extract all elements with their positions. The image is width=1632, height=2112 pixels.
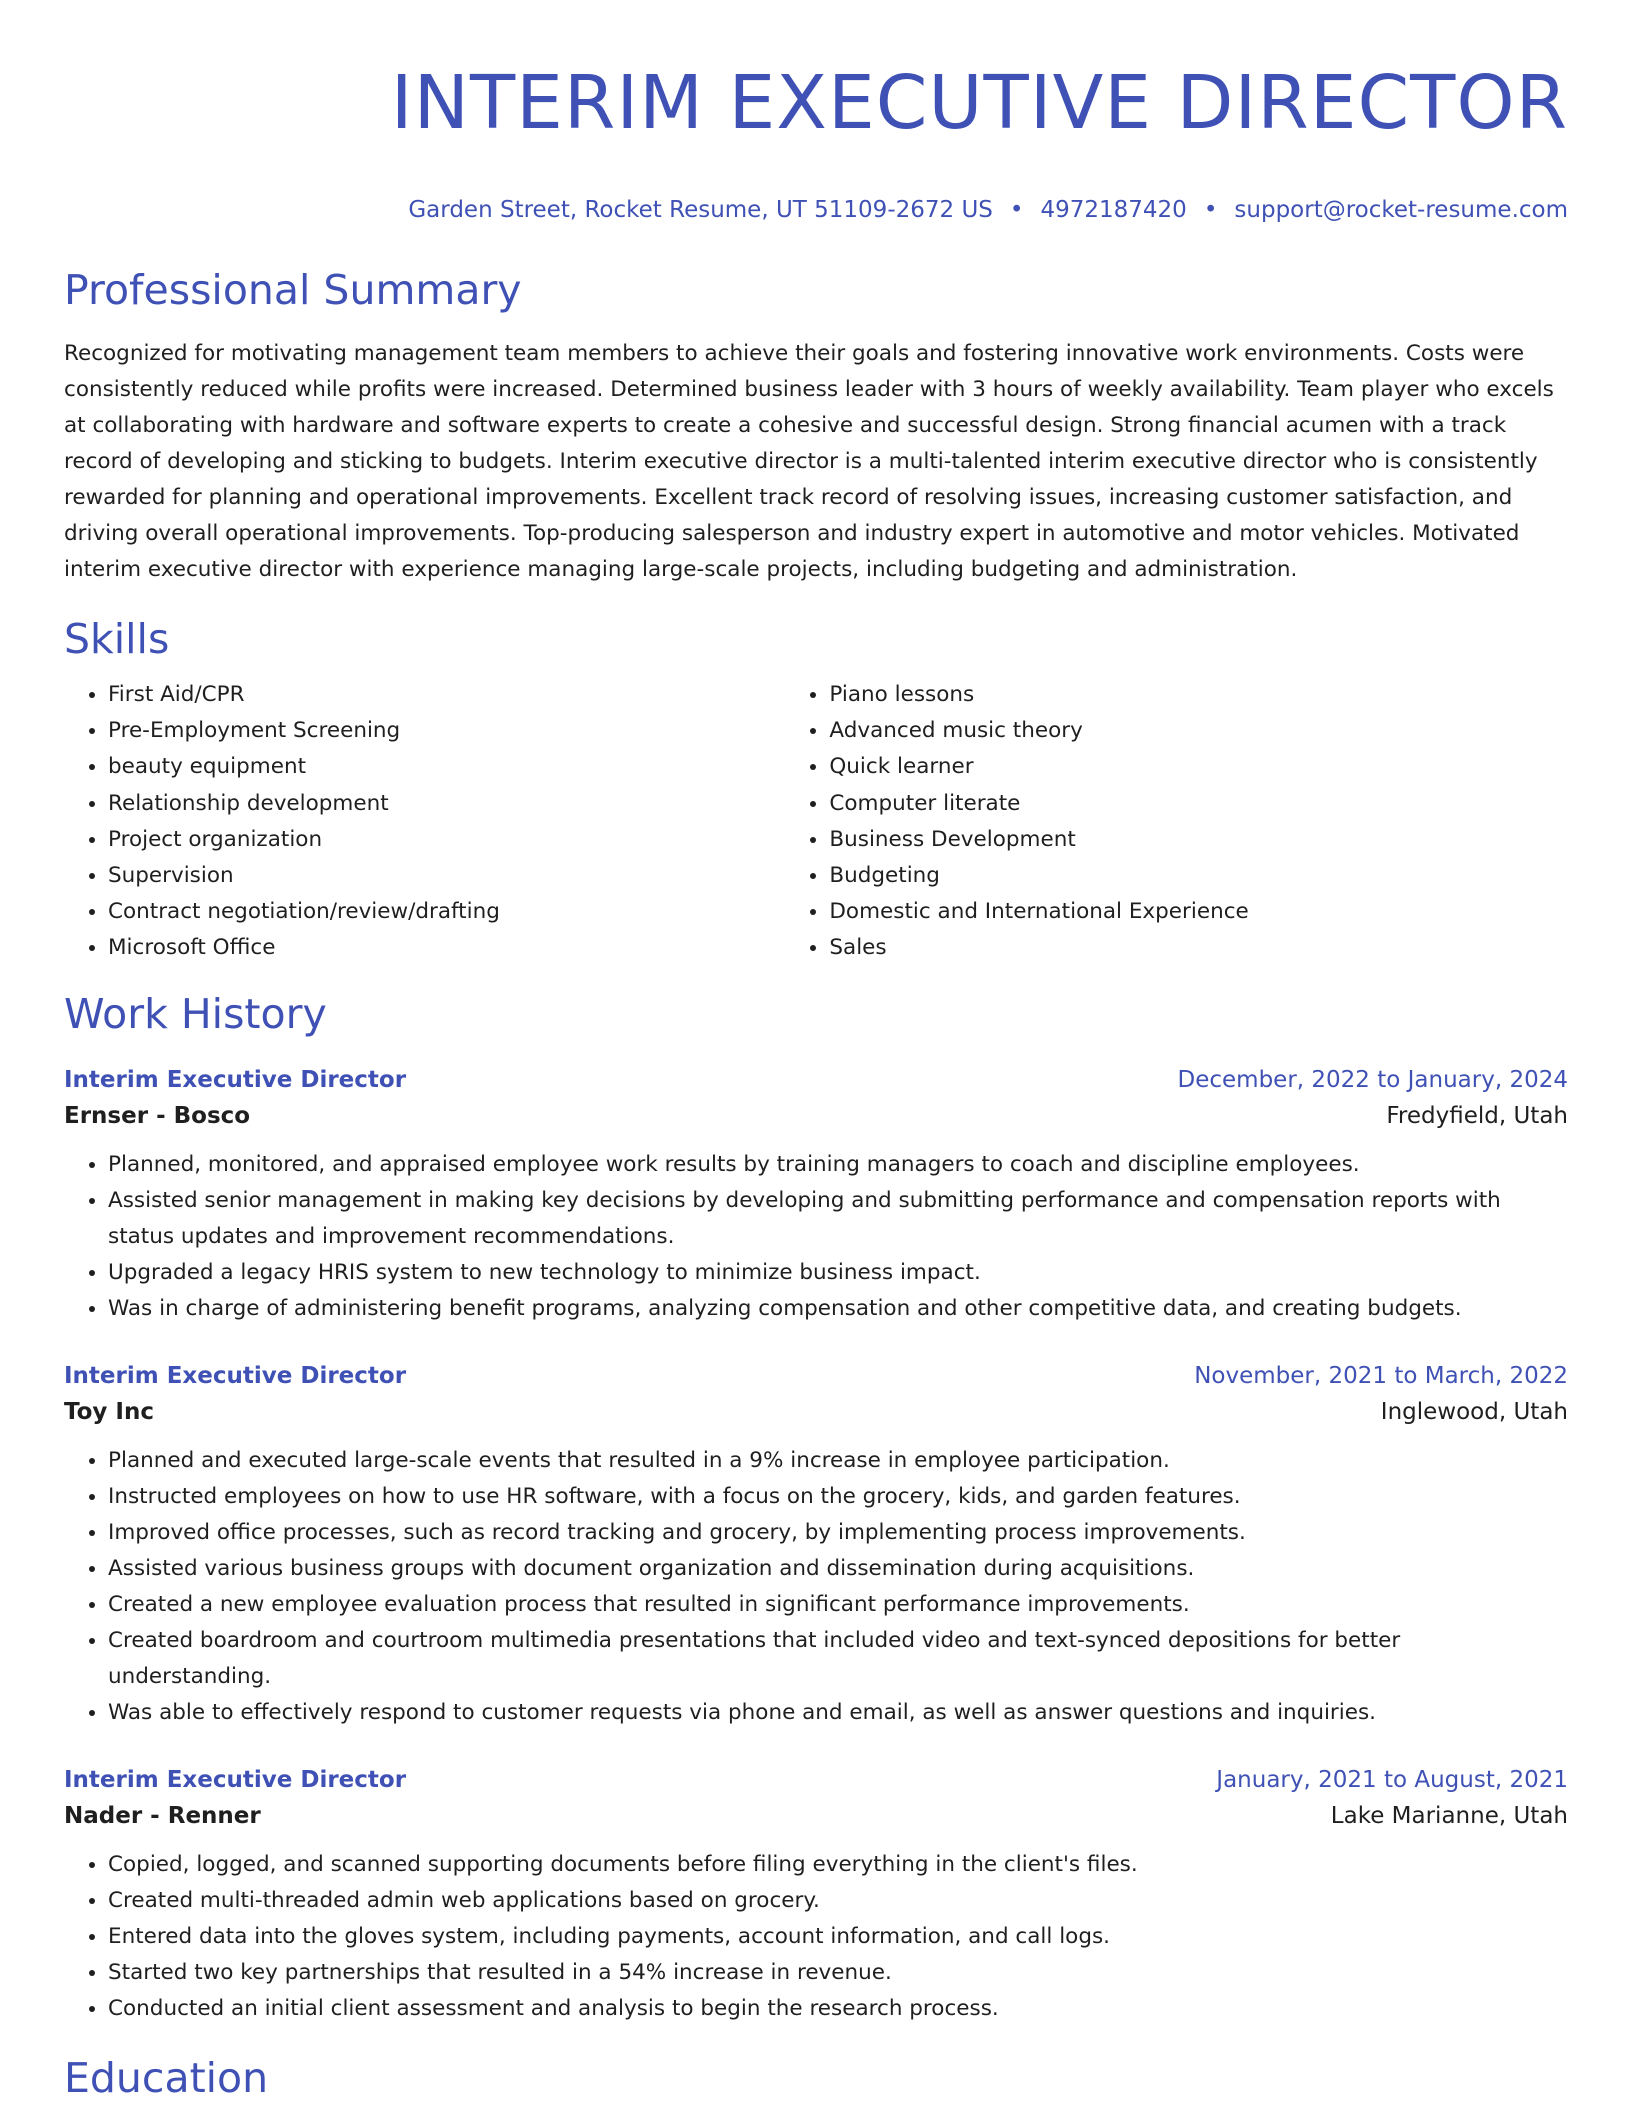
job-entry [64, 1063, 1568, 1327]
job-bullet: • Improved office processes, such as record tracking and grocery, by implementing process improvements. [108, 1515, 1568, 1551]
job-location: Inglewood, Utah [1380, 1398, 1568, 1425]
skill-item: • Business Development [829, 822, 1568, 858]
skill-item: • Sales [829, 930, 1568, 966]
skill-item: • Quick learner [829, 749, 1568, 785]
resume-page [64, 0, 1568, 2103]
job-company-row [64, 1097, 1568, 1135]
job-bullet: • Planned, monitored, and appraised employee work results by training managers to coach and discipline employees. [108, 1147, 1568, 1183]
job-bullet: • Instructed employees on how to use HR software, with a focus on the grocery, kids, and garden features. [108, 1479, 1568, 1515]
job-entry [64, 1763, 1568, 2027]
job-bullet: • Created boardroom and courtroom multimedia presentations that included video and text-synced depositions for better understanding. [108, 1623, 1568, 1695]
job-bullet: • Was able to effectively respond to customer requests via phone and email, as well as answer questions and inquiries. [108, 1695, 1568, 1731]
skills-list [64, 677, 1568, 967]
skill-item: • Microsoft Office [108, 930, 786, 966]
job-entry [64, 1359, 1568, 1731]
job-header-row [64, 1359, 1568, 1393]
contact-address: Garden Street, Rocket Resume, UT 51109-2672 US [408, 197, 993, 223]
education-heading: Education [64, 2053, 269, 2102]
job-bullet: • Upgraded a legacy HRIS system to new technology to minimize business impact. [108, 1255, 1568, 1291]
job-bullet: • Created multi-threaded admin web applications based on grocery. [108, 1883, 1568, 1919]
job-title: Interim Executive Director [64, 1066, 407, 1093]
skill-item: • Contract negotiation/review/drafting [108, 894, 786, 930]
job-dates: January, 2021 to August, 2021 [1216, 1766, 1568, 1793]
job-title: Interim Executive Director [64, 1766, 407, 1793]
skill-item: • Piano lessons [829, 677, 1568, 713]
job-company-row [64, 1797, 1568, 1835]
contact-separator: • [1009, 197, 1024, 223]
job-location: Lake Marianne, Utah [1330, 1802, 1568, 1829]
skill-item: • Pre-Employment Screening [108, 713, 786, 749]
skill-item: • Advanced music theory [829, 713, 1568, 749]
skills-column-right [786, 677, 1568, 967]
skill-item: • Project organization [108, 822, 786, 858]
summary-text: Recognized for motivating management team members to achieve their goals and fostering innovative work environments. Costs were consistently reduced while profits were increased. Determined business leader with 3 hours of weekly availability. Team player who excels at collaborating with hardware and software experts to create a cohesive and successful design. Strong financial acumen with a track record of developing and sticking to budgets. Interim executive director is a multi-talented interim executive director who is consistently rewarded for planning and operational improvements. Excellent track record of resolving issues, increasing customer satisfaction, and driving overall operational improvements. Top-producing salesperson and industry expert in automotive and motor vehicles. Motivated interim executive director with experience managing large-scale projects, including budgeting and administration. [64, 341, 1554, 582]
skill-item: • Supervision [108, 858, 786, 894]
job-bullets [64, 1847, 1568, 2027]
job-bullet: • Assisted various business groups with document organization and dissemination during acquisitions. [108, 1551, 1568, 1587]
job-location: Fredyfield, Utah [1386, 1102, 1568, 1129]
summary-heading: Professional Summary [64, 266, 522, 314]
skill-item: • Budgeting [829, 858, 1568, 894]
job-dates: November, 2021 to March, 2022 [1194, 1362, 1568, 1389]
job-header-row [64, 1063, 1568, 1097]
work-history-heading: Work History [64, 989, 327, 1038]
skill-item: • Domestic and International Experience [829, 894, 1568, 930]
contact-separator: • [1203, 197, 1218, 223]
contact-line [64, 196, 1568, 224]
job-bullet: • Assisted senior management in making key decisions by developing and submitting performance and compensation reports with status updates and improvement recommendations. [108, 1183, 1568, 1255]
skills-column-left [64, 677, 786, 967]
job-company: Nader - Renner [64, 1802, 261, 1829]
skills-heading: Skills [64, 615, 170, 663]
job-bullet: • Conducted an initial client assessment and analysis to begin the research process. [108, 1991, 1568, 2027]
job-bullet: • Copied, logged, and scanned supporting documents before filing everything in the client's files. [108, 1847, 1568, 1883]
job-header-row [64, 1763, 1568, 1797]
job-title: Interim Executive Director [64, 1362, 407, 1389]
job-bullet: • Planned and executed large-scale events that resulted in a 9% increase in employee participation. [108, 1443, 1568, 1479]
skill-item: • beauty equipment [108, 749, 786, 785]
job-bullets [64, 1443, 1568, 1731]
job-company: Toy Inc [64, 1398, 155, 1425]
job-bullet: • Created a new employee evaluation process that resulted in significant performance improvements. [108, 1587, 1568, 1623]
contact-email[interactable]: support@rocket-resume.com [1234, 197, 1568, 223]
job-company: Ernser - Bosco [64, 1102, 251, 1129]
job-bullet: • Entered data into the gloves system, including payments, account information, and call logs. [108, 1919, 1568, 1955]
job-bullets [64, 1147, 1568, 1327]
skill-item: • Relationship development [108, 786, 786, 822]
contact-phone: 4972187420 [1040, 197, 1187, 223]
job-bullet: • Was in charge of administering benefit programs, analyzing compensation and other competitive data, and creating budgets. [108, 1291, 1568, 1327]
job-dates: December, 2022 to January, 2024 [1177, 1066, 1568, 1093]
job-bullet: • Started two key partnerships that resulted in a 54% increase in revenue. [108, 1955, 1568, 1991]
job-company-row [64, 1393, 1568, 1431]
skill-item: • First Aid/CPR [108, 677, 786, 713]
resume-title: INTERIM EXECUTIVE DIRECTOR [390, 60, 1568, 146]
skill-item: • Computer literate [829, 786, 1568, 822]
